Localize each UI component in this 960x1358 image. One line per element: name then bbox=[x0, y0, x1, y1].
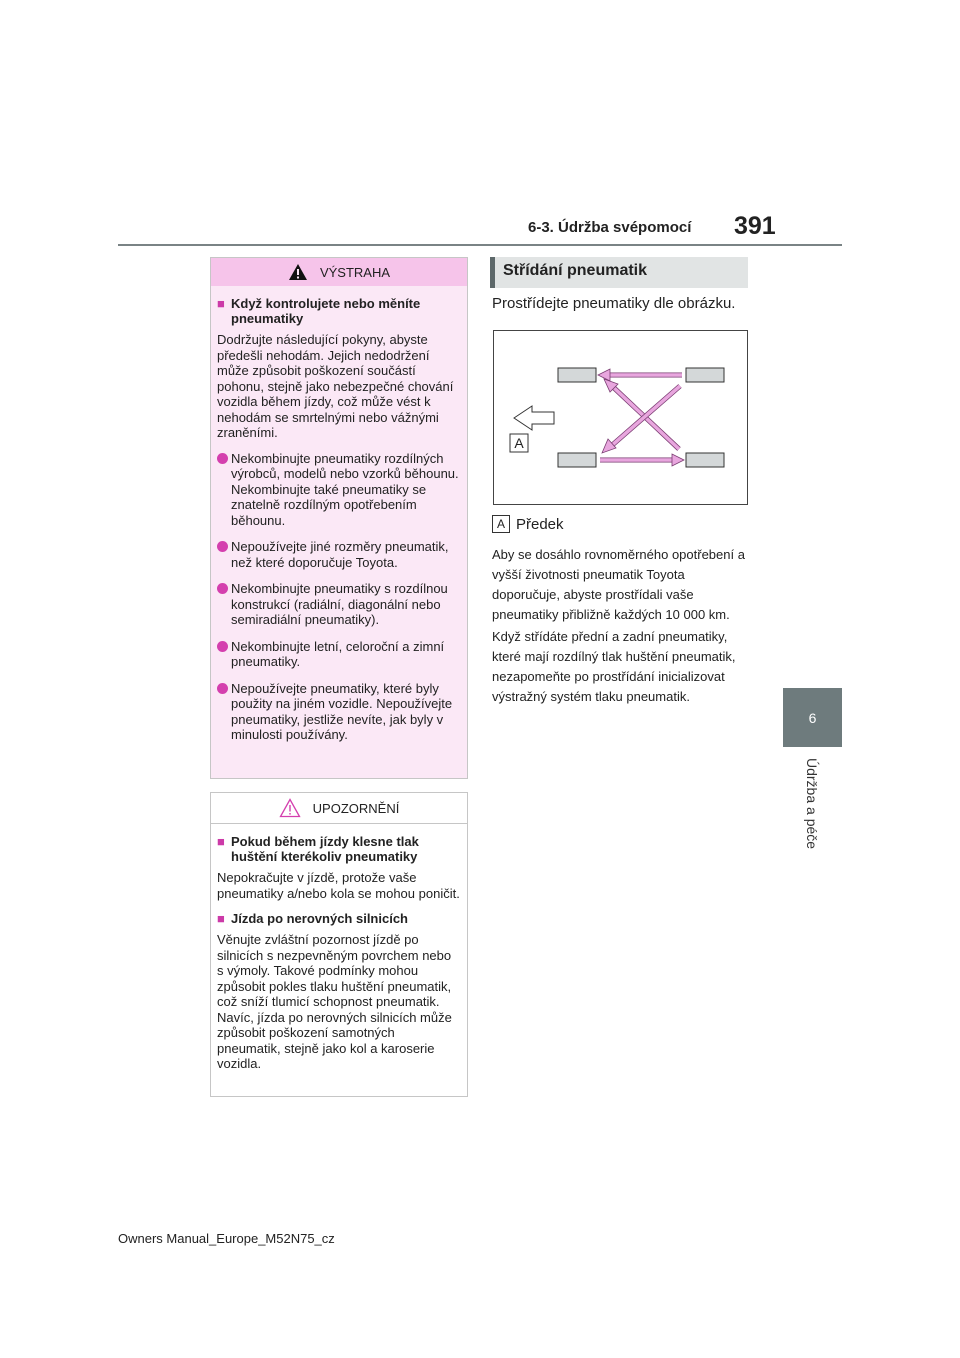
tire-rotation-svg bbox=[494, 331, 747, 504]
caution-box-header bbox=[211, 793, 467, 824]
tire-front-right bbox=[558, 453, 596, 467]
caution-triangle-icon bbox=[279, 798, 301, 818]
bullet-dot-icon bbox=[217, 641, 228, 652]
chapter-title-vertical: Údržba a péče bbox=[804, 758, 820, 850]
warning-intro: Dodržujte následující pokyny, abyste předešli nehodám. Jejich nedodržení může způsobit poškození součástí pohonu, stejně jako nebezpečné chování vozidla během jízdy, což může vést k nehodám se smrtelnými nebo vážnými zraněními. bbox=[217, 332, 454, 440]
legend bbox=[492, 515, 754, 533]
warning-triangle-icon bbox=[288, 263, 308, 281]
warning-bullet: Nekombinujte pneumatiky s rozdílnou konstrukcí (radiální, diagonální nebo semiradiální pneumatiky). bbox=[217, 581, 461, 628]
tire-rear-left bbox=[686, 368, 724, 382]
square-bullet-icon: ■ bbox=[217, 296, 225, 311]
tire-rotation-diagram bbox=[493, 330, 748, 505]
bullet-dot-icon bbox=[217, 583, 228, 594]
warning-title: VÝSTRAHA bbox=[319, 264, 391, 280]
caution-text: Nepokračujte v jízdě, protože vaše pneumatiky a/nebo kola se mohou poničit. bbox=[217, 870, 460, 901]
rotation-paragraph: Aby se dosáhlo rovnoměrného opotřebení a vyšší životnosti pneumatik Toyota doporučuje, abyste prostřídali vaše pneumatiky přibližně každých 10 000 km. bbox=[492, 547, 745, 622]
caution-box bbox=[210, 792, 468, 1097]
rotation-intro: Prostřídejte pneumatiky dle obrázku. bbox=[492, 295, 736, 312]
rotation-paragraph: Když střídáte přední a zadní pneumatiky, které mají rozdílný tlak huštění pneumatik, nezapomeňte po prostřídání inicializovat výstražný systém tlaku pneumatik. bbox=[492, 629, 736, 704]
warning-bullet: Nekombinujte pneumatiky rozdílných výrobců, modelů nebo vzorků běhounu. Nekombinujte také pneumatiky se znatelně rozdílným opotřebením běhounu. bbox=[217, 451, 461, 529]
warning-bullet: Nepoužívejte pneumatiky, které byly použity na jiném vozidle. Nepoužívejte pneumatiky, jestliže nevíte, jak byly v minulosti používány. bbox=[217, 681, 461, 743]
bullet-dot-icon bbox=[217, 683, 228, 694]
square-bullet-icon: ■ bbox=[217, 911, 225, 926]
warning-heading: ■ Když kontrolujete nebo měníte pneumatiky bbox=[217, 296, 421, 326]
header-rule bbox=[118, 244, 842, 246]
arrow-diagonal-up bbox=[602, 386, 680, 453]
chapter-number: 6 bbox=[808, 709, 817, 726]
section-title: Střídání pneumatik bbox=[490, 257, 748, 288]
front-direction-arrow-icon bbox=[514, 406, 554, 430]
caution-heading: ■ Pokud během jízdy klesne tlak huštění kterékoliv pneumatiky bbox=[217, 834, 419, 864]
footer-text: Owners Manual_Europe_M52N75_cz bbox=[118, 1231, 335, 1246]
warning-bullet: Nekombinujte letní, celoroční a zimní pneumatiky. bbox=[217, 639, 461, 670]
tire-rear-right bbox=[686, 453, 724, 467]
warning-box bbox=[210, 257, 468, 779]
arrow-straight-bottom bbox=[600, 454, 684, 466]
arrow-diagonal-down bbox=[604, 379, 679, 449]
caution-text: Věnujte zvláštní pozornost jízdě po silnicích s nezpevněným povrchem nebo s výmoly. Takové podmínky mohou způsobit pokles tlaku huštění pneumatik, což sníží tlumicí schopnost pneumatik. Navíc, jízda po nerovných silnicích může způsobit poškození samotných pneumatik, stejně jako kol a karoserie vozidla. bbox=[217, 932, 452, 1071]
section-heading: 6-3. Údržba svépomocí bbox=[528, 219, 692, 236]
caution-heading: ■ Jízda po nerovných silnicích bbox=[217, 911, 408, 926]
bullet-dot-icon bbox=[217, 453, 228, 464]
label-a: A bbox=[514, 435, 524, 451]
square-bullet-icon: ■ bbox=[217, 834, 225, 849]
arrow-straight-top bbox=[598, 369, 682, 381]
page-number: 391 bbox=[734, 212, 776, 240]
tire-front-left bbox=[558, 368, 596, 382]
warning-bullet: Nepoužívejte jiné rozměry pneumatik, než které doporučuje Toyota. bbox=[217, 539, 461, 570]
bullet-dot-icon bbox=[217, 541, 228, 552]
caution-title: UPOZORNĚNÍ bbox=[312, 800, 400, 816]
warning-box-header bbox=[211, 258, 467, 286]
legend-key: A bbox=[492, 515, 510, 533]
legend-text: Předek bbox=[516, 515, 564, 533]
chapter-tab bbox=[783, 688, 842, 747]
